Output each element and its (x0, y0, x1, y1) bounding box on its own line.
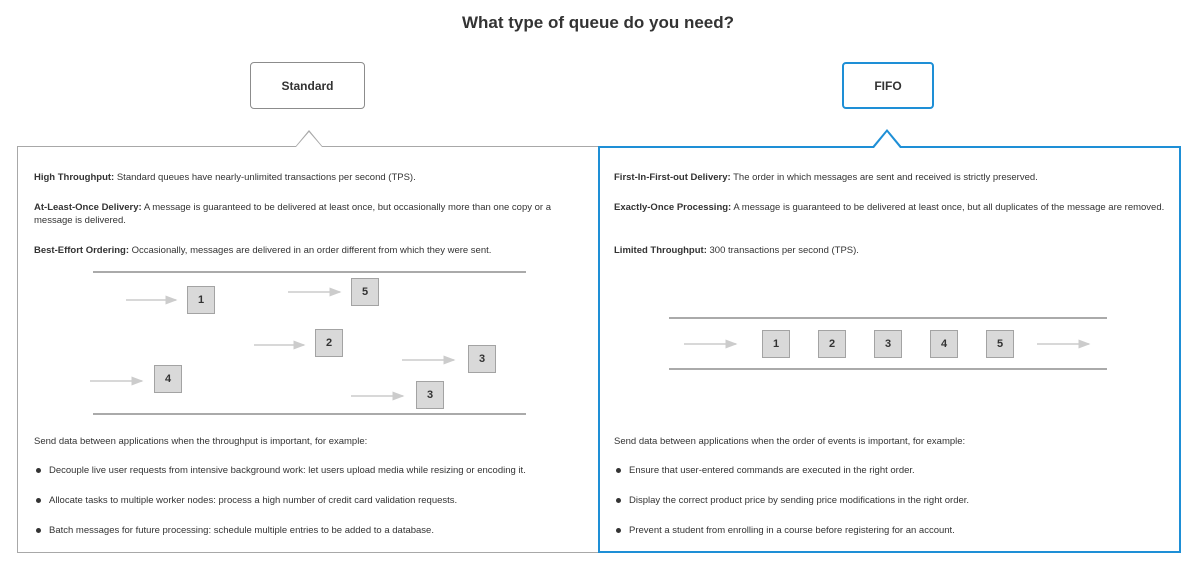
list-item: Ensure that user-entered commands are executed in the right order. (614, 464, 915, 477)
message-box: 3 (416, 381, 444, 409)
list-item: Display the correct product price by sending price modifications in the right order. (614, 494, 969, 507)
list-item: Batch messages for future processing: schedule multiple entries to be added to a database. (34, 524, 434, 537)
message-box: 1 (762, 330, 790, 358)
standard-queue-panel (17, 146, 599, 553)
feature-limited-throughput: Limited Throughput: 300 transactions per second (TPS). (614, 245, 859, 256)
feature-high-throughput: High Throughput: Standard queues have nearly-unlimited transactions per second (TPS). (34, 172, 416, 183)
use-case-intro: Send data between applications when the throughput is important, for example: (34, 436, 368, 447)
standard-queue-button[interactable]: Standard (250, 62, 365, 109)
message-box: 4 (154, 365, 182, 393)
message-box: 4 (930, 330, 958, 358)
message-box: 2 (818, 330, 846, 358)
feature-at-least-once-delivery: At-Least-Once Delivery: A message is guaranteed to be delivered at least once, but occasionally more than one copy or a message is delivered. (34, 202, 551, 226)
feature-best-effort-ordering: Best-Effort Ordering: Occasionally, messages are delivered in an order different from which they were sent. (34, 245, 492, 256)
fifo-queue-button[interactable]: FIFO (842, 62, 934, 109)
feature-fifo-delivery: First-In-First-out Delivery: The order in which messages are sent and received is strictly preserved. (614, 172, 1038, 183)
message-box: 3 (468, 345, 496, 373)
message-box: 2 (315, 329, 343, 357)
list-item: Decouple live user requests from intensive background work: let users upload media while resizing or encoding it. (34, 464, 526, 477)
fifo-queue-panel (598, 146, 1181, 553)
use-case-intro: Send data between applications when the order of events is important, for example: (614, 436, 966, 447)
message-box: 3 (874, 330, 902, 358)
message-box: 5 (986, 330, 1014, 358)
list-item: Allocate tasks to multiple worker nodes: process a high number of credit card validation requests. (34, 494, 457, 507)
message-box: 1 (187, 286, 215, 314)
message-box: 5 (351, 278, 379, 306)
list-item: Prevent a student from enrolling in a course before registering for an account. (614, 524, 955, 537)
feature-exactly-once-processing: Exactly-Once Processing: A message is guaranteed to be delivered at least once, but all duplicates of the message are removed. (614, 202, 1165, 213)
page-title: What type of queue do you need? (462, 13, 734, 32)
